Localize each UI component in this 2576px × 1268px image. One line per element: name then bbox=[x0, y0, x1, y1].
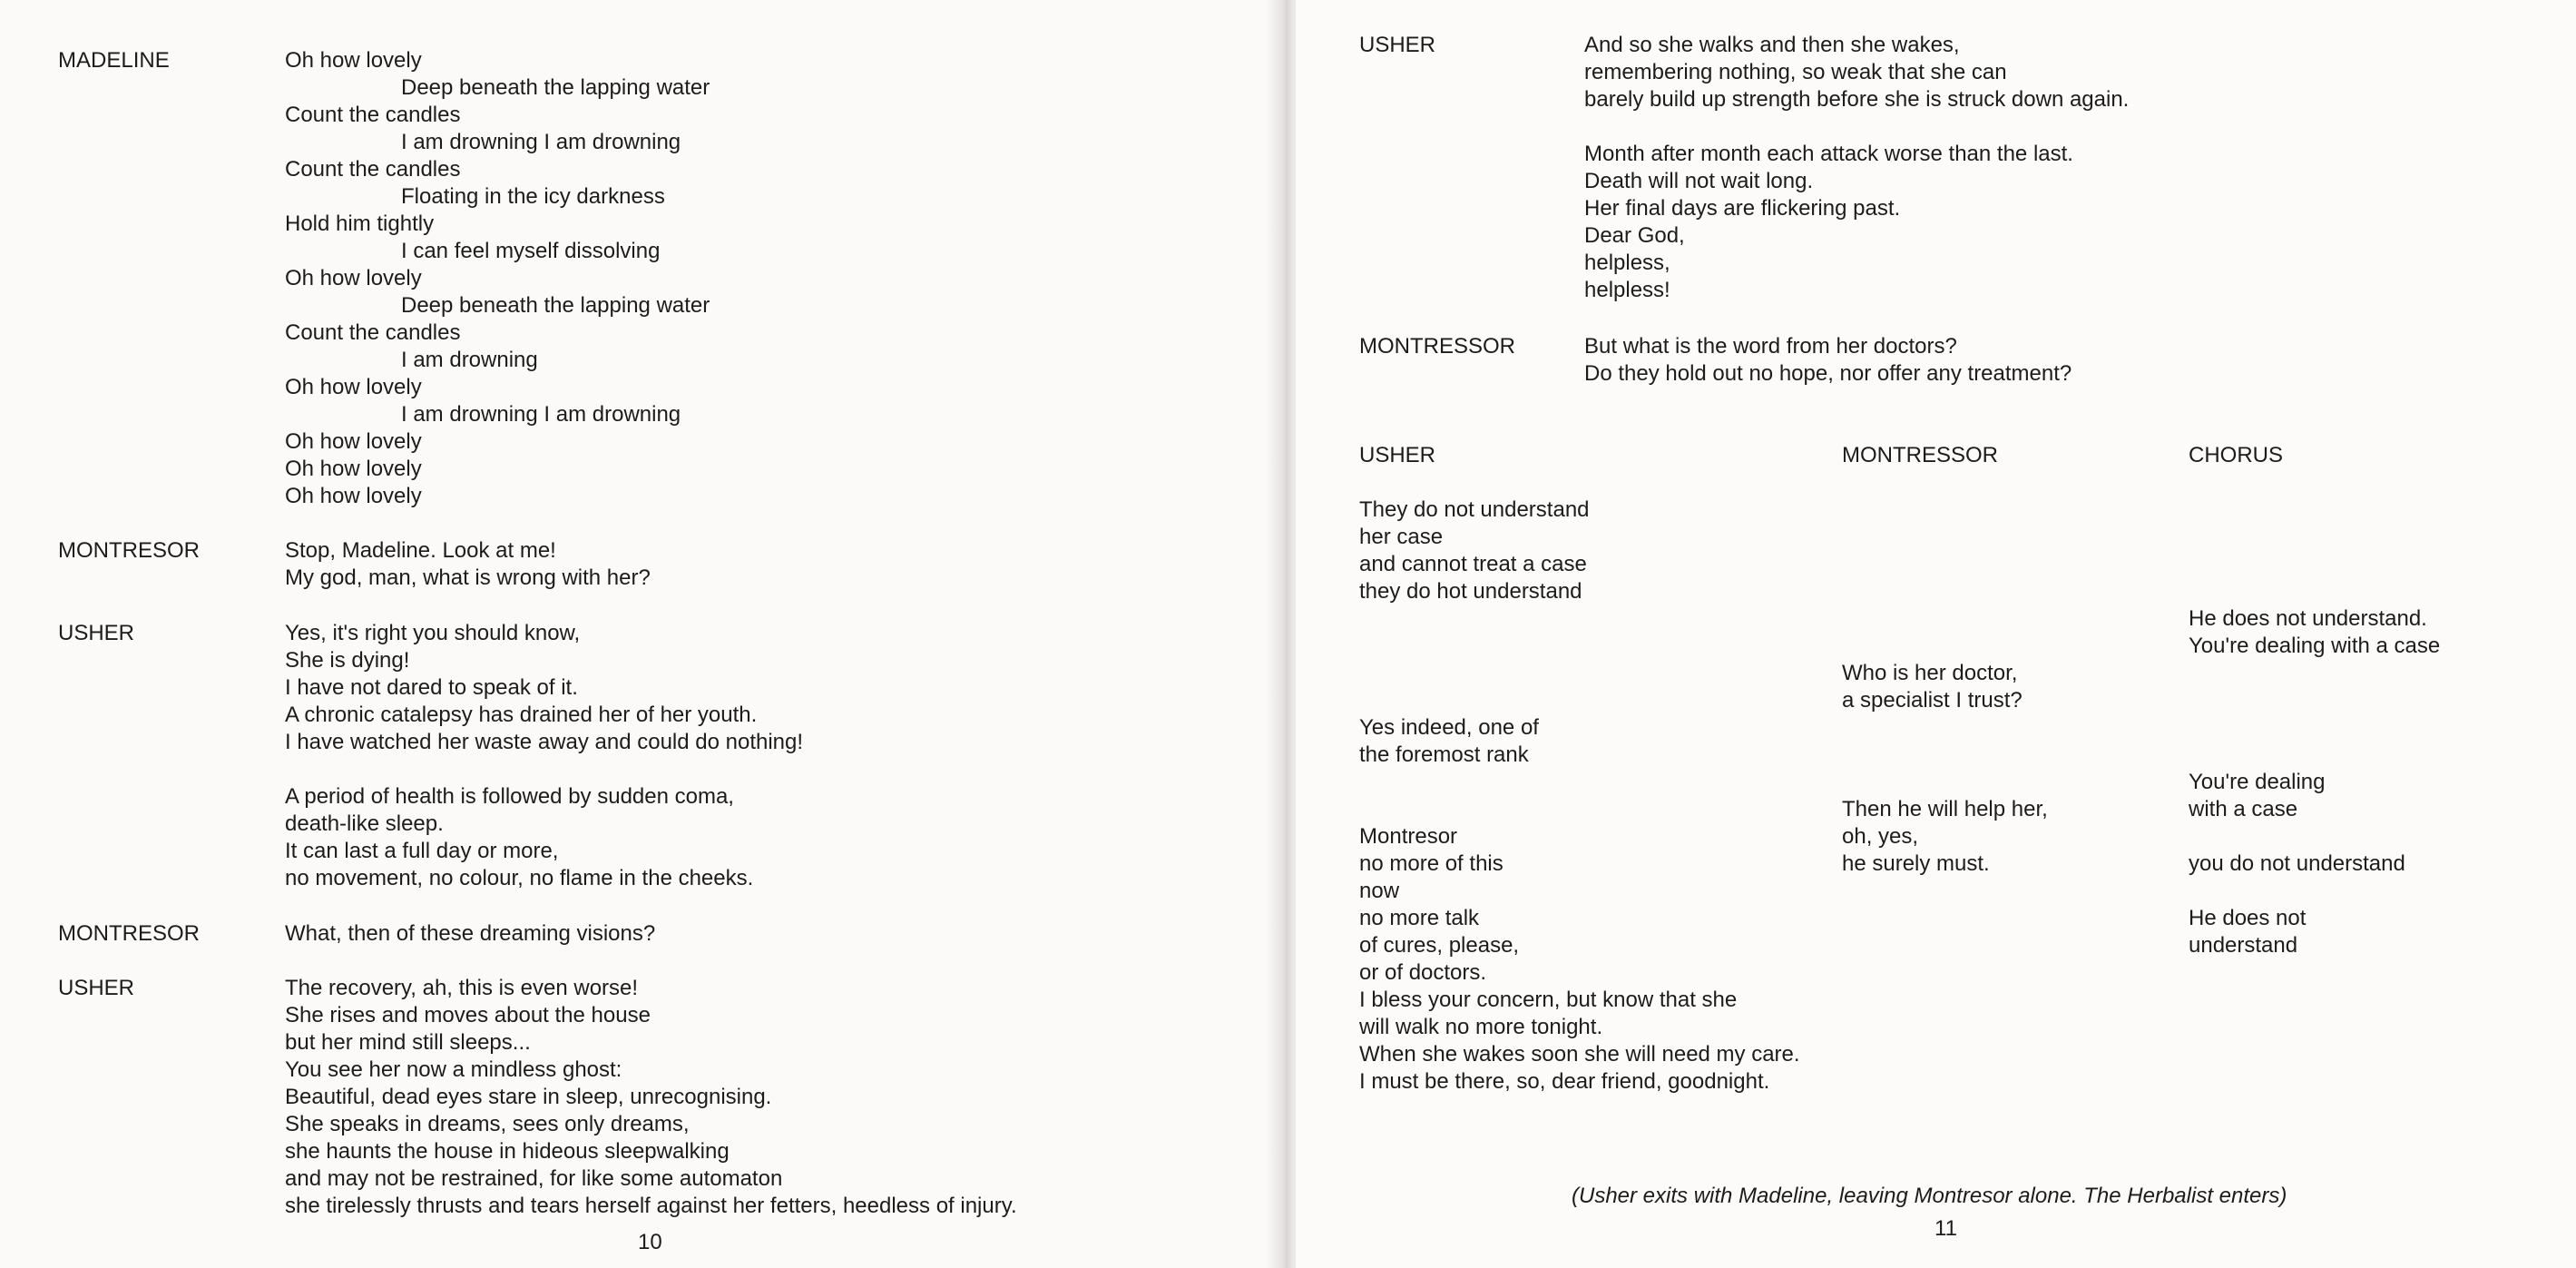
trio-line: He does not bbox=[2189, 906, 2307, 930]
trio-line: He does not understand. bbox=[2189, 606, 2427, 631]
dialogue-line: A period of health is followed by sudden coma, bbox=[285, 784, 734, 809]
page-number-left: 10 bbox=[638, 1230, 662, 1254]
dialogue-line: You see her now a mindless ghost: bbox=[285, 1057, 622, 1082]
trio-line: When she wakes soon she will need my care. bbox=[1359, 1042, 1800, 1066]
dialogue-line: I have not dared to speak of it. bbox=[285, 675, 578, 700]
dialogue-line: Oh how lovely bbox=[285, 457, 422, 481]
trio-line: you do not understand bbox=[2189, 851, 2405, 876]
trio-line: he surely must. bbox=[1842, 851, 1990, 876]
dialogue-line: The recovery, ah, this is even worse! bbox=[285, 976, 639, 1000]
dialogue-line: A chronic catalepsy has drained her of her youth. bbox=[285, 703, 758, 727]
trio-line: with a case bbox=[2189, 797, 2298, 821]
dialogue-line: no movement, no colour, no flame in the cheeks. bbox=[285, 866, 754, 890]
speaker-name: USHER bbox=[58, 621, 135, 645]
trio-line: Yes indeed, one of bbox=[1359, 715, 1539, 740]
dialogue-line: Oh how lovely bbox=[285, 429, 422, 454]
trio-column-header: CHORUS bbox=[2189, 443, 2284, 467]
dialogue-line: Oh how lovely bbox=[285, 484, 422, 508]
dialogue-line: But what is the word from her doctors? bbox=[1584, 334, 1957, 359]
trio-line: her case bbox=[1359, 525, 1444, 549]
trio-line: Who is her doctor, bbox=[1842, 661, 2018, 685]
trio-line: Then he will help her, bbox=[1842, 797, 2048, 821]
dialogue-line: Count the candles bbox=[285, 157, 461, 182]
trio-column-header: MONTRESSOR bbox=[1842, 443, 1999, 467]
trio-line: I must be there, so, dear friend, goodnight. bbox=[1359, 1069, 1770, 1094]
dialogue-line: death-like sleep. bbox=[285, 811, 444, 836]
dialogue-line: Deep beneath the lapping water bbox=[401, 75, 710, 100]
dialogue-line: but her mind still sleeps... bbox=[285, 1030, 531, 1055]
speaker-name: MONTRESOR bbox=[58, 921, 200, 946]
trio-line: and cannot treat a case bbox=[1359, 552, 1587, 576]
dialogue-line: Oh how lovely bbox=[285, 266, 422, 290]
trio-line: now bbox=[1359, 879, 1400, 903]
dialogue-line: helpless! bbox=[1584, 278, 1670, 302]
speaker-name: USHER bbox=[58, 976, 135, 1000]
dialogue-line: she haunts the house in hideous sleepwalking bbox=[285, 1139, 730, 1164]
dialogue-line: It can last a full day or more, bbox=[285, 839, 559, 863]
dialogue-line: What, then of these dreaming visions? bbox=[285, 921, 656, 946]
trio-line: of cures, please, bbox=[1359, 933, 1520, 958]
dialogue-line: She is dying! bbox=[285, 648, 410, 673]
dialogue-line: barely build up strength before she is struck down again. bbox=[1584, 87, 2130, 112]
speaker-name: USHER bbox=[1359, 33, 1436, 57]
dialogue-line: Count the candles bbox=[285, 320, 461, 345]
dialogue-line: Floating in the icy darkness bbox=[401, 184, 665, 209]
trio-column-header: USHER bbox=[1359, 443, 1436, 467]
dialogue-line: My god, man, what is wrong with her? bbox=[285, 565, 651, 590]
trio-line: understand bbox=[2189, 933, 2298, 958]
dialogue-line: I can feel myself dissolving bbox=[401, 239, 661, 263]
trio-line: They do not understand bbox=[1359, 497, 1590, 522]
dialogue-line: She rises and moves about the house bbox=[285, 1003, 651, 1027]
page-number-right: 11 bbox=[1934, 1216, 1957, 1241]
trio-line: no more of this bbox=[1359, 851, 1503, 876]
dialogue-line: Oh how lovely bbox=[285, 375, 422, 399]
dialogue-line: Death will not wait long. bbox=[1584, 169, 1814, 193]
dialogue-line: I am drowning bbox=[401, 348, 538, 372]
dialogue-line: Month after month each attack worse than the last. bbox=[1584, 142, 2073, 166]
trio-line: You're dealing with a case bbox=[2189, 634, 2441, 658]
dialogue-line: She speaks in dreams, sees only dreams, bbox=[285, 1112, 690, 1136]
trio-line: Montresor bbox=[1359, 824, 1458, 849]
dialogue-line: remembering nothing, so weak that she can bbox=[1584, 60, 2007, 84]
stage-direction: (Usher exits with Madeline, leaving Montresor alone. The Herbalist enters) bbox=[1572, 1184, 2287, 1208]
trio-line: no more talk bbox=[1359, 906, 1480, 930]
trio-line: will walk no more tonight. bbox=[1359, 1015, 1603, 1039]
trio-line: the foremost rank bbox=[1359, 742, 1529, 767]
dialogue-line: I am drowning I am drowning bbox=[401, 130, 681, 154]
dialogue-line: I have watched her waste away and could do nothing! bbox=[285, 730, 804, 754]
dialogue-line: Deep beneath the lapping water bbox=[401, 293, 710, 318]
dialogue-line: Yes, it's right you should know, bbox=[285, 621, 581, 645]
speaker-name: MONTRESOR bbox=[58, 538, 200, 563]
speaker-name: MADELINE bbox=[58, 48, 170, 73]
trio-line: I bless your concern, but know that she bbox=[1359, 988, 1738, 1012]
dialogue-line: helpless, bbox=[1584, 251, 1670, 275]
dialogue-line: Oh how lovely bbox=[285, 48, 422, 73]
dialogue-line: Stop, Madeline. Look at me! bbox=[285, 538, 556, 563]
dialogue-line: and may not be restrained, for like some automaton bbox=[285, 1166, 783, 1191]
trio-line: or of doctors. bbox=[1359, 960, 1487, 985]
trio-line: You're dealing bbox=[2189, 770, 2326, 794]
trio-line: a specialist I trust? bbox=[1842, 688, 2023, 713]
dialogue-line: Do they hold out no hope, nor offer any treatment? bbox=[1584, 361, 2072, 386]
dialogue-line: Hold him tightly bbox=[285, 211, 435, 236]
dialogue-line: Her final days are flickering past. bbox=[1584, 196, 1901, 221]
trio-line: they do hot understand bbox=[1359, 579, 1582, 604]
speaker-name: MONTRESSOR bbox=[1359, 334, 1516, 359]
dialogue-line: I am drowning I am drowning bbox=[401, 402, 681, 427]
dialogue-line: Dear God, bbox=[1584, 223, 1685, 248]
dialogue-line: And so she walks and then she wakes, bbox=[1584, 33, 1960, 57]
dialogue-line: Count the candles bbox=[285, 103, 461, 127]
dialogue-line: she tirelessly thrusts and tears herself against her fetters, heedless of injury. bbox=[285, 1194, 1017, 1218]
dialogue-line: Beautiful, dead eyes stare in sleep, unrecognising. bbox=[285, 1085, 772, 1109]
trio-line: oh, yes, bbox=[1842, 824, 1919, 849]
